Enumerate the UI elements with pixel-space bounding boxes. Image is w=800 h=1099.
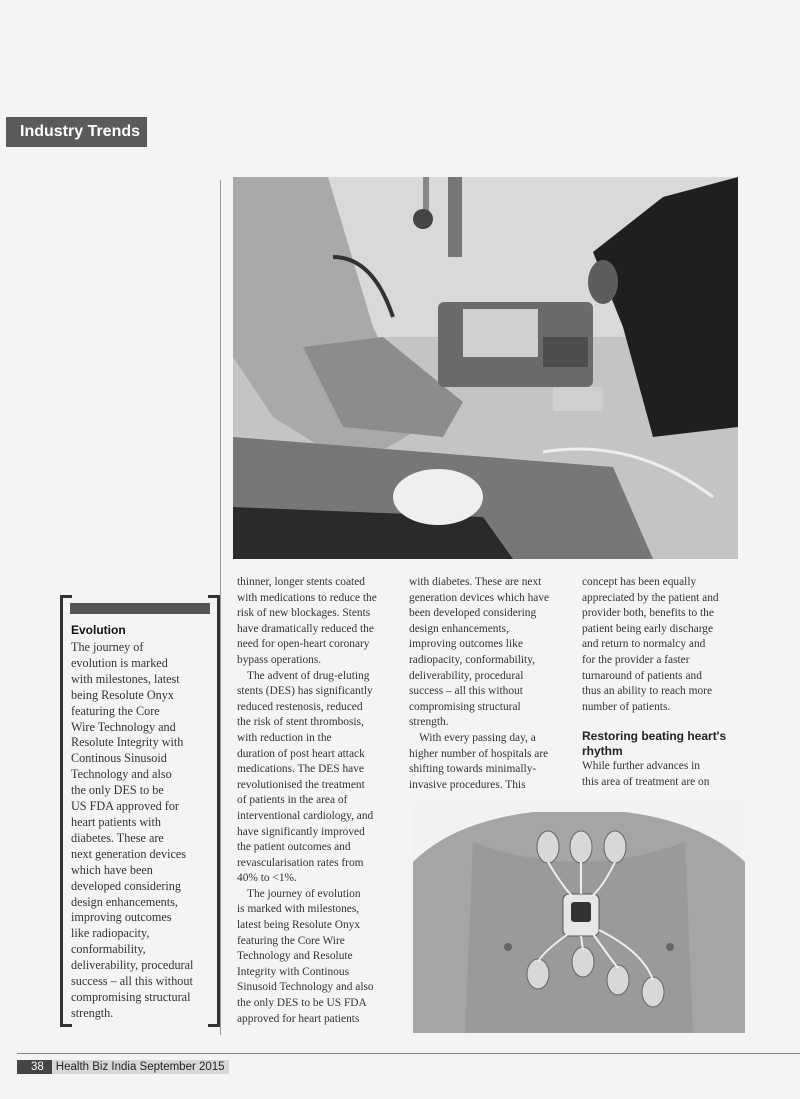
subheading bbox=[582, 729, 742, 759]
text-line: Sinusoid Technology and also bbox=[237, 981, 374, 994]
text-line: patient being early discharge bbox=[582, 622, 714, 635]
text-line: the only DES to be US FDA bbox=[237, 997, 367, 1010]
text-line: been developed considering bbox=[409, 607, 537, 620]
sidebar-line: developed considering bbox=[71, 878, 181, 893]
text-line: invasive procedures. This bbox=[409, 778, 526, 791]
text-line: have dramatically reduced the bbox=[237, 622, 374, 635]
chest-electrodes-photo bbox=[413, 802, 745, 1033]
text-line: latest being Resolute Onyx bbox=[237, 919, 361, 932]
text-line: with medications to reduce the bbox=[237, 591, 377, 604]
section-tag bbox=[6, 117, 147, 147]
text-line: The journey of evolution bbox=[247, 887, 361, 900]
text-line: and return to normalcy and bbox=[582, 638, 706, 651]
text-line: stents (DES) has significantly bbox=[237, 685, 373, 698]
paragraph bbox=[409, 575, 571, 731]
text-line: Technology and Resolute bbox=[237, 950, 353, 963]
section-tag-label: Industry Trends bbox=[20, 123, 141, 140]
text-line: success – all this without bbox=[409, 685, 523, 698]
text-line: revascularisation rates from bbox=[237, 856, 364, 869]
paragraph bbox=[237, 669, 397, 887]
sidebar-line: success – all this without bbox=[71, 974, 193, 989]
sidebar-line: deliverability, procedural bbox=[71, 958, 194, 973]
text-line: need for open-heart coronary bbox=[237, 638, 370, 651]
sidebar-line: next generation devices bbox=[71, 846, 187, 861]
text-line: medications. The DES have bbox=[237, 763, 364, 776]
text-line: risk of new blockages. Stents bbox=[237, 607, 371, 620]
text-line: featuring the Core Wire bbox=[237, 934, 345, 947]
text-line: the risk of stent thrombosis, bbox=[237, 716, 364, 729]
text-line: revolutionised the treatment bbox=[237, 778, 365, 791]
sidebar-line: heart patients with bbox=[71, 814, 162, 829]
publication-line: Health Biz India September 2015 bbox=[52, 1060, 229, 1074]
text-line: the patient outcomes and bbox=[237, 841, 351, 854]
text-line: The advent of drug-eluting bbox=[247, 669, 370, 682]
sidebar-line: design enhancements, bbox=[71, 894, 178, 909]
text-line: generation devices which have bbox=[409, 591, 550, 604]
text-line: for the provider a faster bbox=[582, 653, 690, 666]
text-line: number of patients. bbox=[582, 700, 671, 713]
sidebar-header-bar bbox=[70, 603, 210, 614]
paragraph bbox=[582, 575, 742, 715]
text-line: provider both, benefits to the bbox=[582, 607, 714, 620]
evolution-sidebar bbox=[60, 595, 220, 1027]
sidebar-line: being Resolute Onyx bbox=[71, 687, 174, 702]
text-line: turnaround of patients and bbox=[582, 669, 702, 682]
text-line: While further advances in bbox=[582, 760, 700, 773]
text-line: thus an ability to reach more bbox=[582, 685, 713, 698]
sidebar-title: Evolution bbox=[71, 623, 126, 637]
page-footer bbox=[17, 1060, 229, 1074]
text-line: With every passing day, a bbox=[419, 731, 536, 744]
article-column-1 bbox=[237, 575, 397, 1027]
sidebar-body bbox=[71, 640, 216, 1022]
text-line: with diabetes. These are next bbox=[409, 576, 542, 588]
article-column-3 bbox=[582, 575, 742, 791]
subheading-line: Restoring beating heart's bbox=[582, 729, 727, 744]
text-line: this area of treatment are on bbox=[582, 775, 710, 788]
text-line: bypass operations. bbox=[237, 653, 322, 666]
text-line: duration of post heart attack bbox=[237, 747, 365, 760]
sidebar-line: The journey of bbox=[71, 640, 144, 654]
sidebar-line: evolution is marked bbox=[71, 655, 168, 670]
sidebar-line: compromising structural bbox=[71, 989, 191, 1004]
text-line: concept has been equally bbox=[582, 576, 697, 588]
paragraph bbox=[237, 575, 397, 669]
article-column-2 bbox=[409, 575, 571, 793]
text-line: shifting towards minimally- bbox=[409, 763, 537, 776]
text-line: higher number of hospitals are bbox=[409, 747, 549, 760]
subheading-line: rhythm bbox=[582, 744, 623, 759]
text-line: reduced restenosis, reduced bbox=[237, 700, 363, 713]
sidebar-line: with milestones, latest bbox=[71, 671, 180, 686]
sidebar-line: conformability, bbox=[71, 942, 146, 957]
text-line: design enhancements, bbox=[409, 622, 509, 635]
text-line: improving outcomes like bbox=[409, 638, 523, 651]
paragraph bbox=[582, 759, 742, 790]
text-line: is marked with milestones, bbox=[237, 903, 360, 916]
text-line: with reduction in the bbox=[237, 731, 332, 744]
text-line: Integrity with Continous bbox=[237, 965, 350, 978]
text-line: appreciated by the patient and bbox=[582, 591, 719, 604]
paragraph bbox=[237, 887, 397, 1027]
sidebar-line: Technology and also bbox=[71, 767, 172, 782]
sidebar-line: the only DES to be bbox=[71, 783, 164, 798]
sidebar-line: Continous Sinusoid bbox=[71, 751, 167, 766]
sidebar-line: diabetes. These are bbox=[71, 830, 164, 845]
sidebar-line: like radiopacity, bbox=[71, 926, 150, 941]
sidebar-line: US FDA approved for bbox=[71, 799, 179, 814]
text-line: strength. bbox=[409, 716, 449, 729]
text-line: of patients in the area of bbox=[237, 794, 348, 807]
sidebar-line: Resolute Integrity with bbox=[71, 735, 184, 750]
cpr-photo bbox=[233, 177, 738, 559]
sidebar-line: featuring the Core bbox=[71, 703, 160, 718]
column-divider bbox=[220, 180, 221, 1035]
sidebar-line: improving outcomes bbox=[71, 910, 172, 925]
text-line: thinner, longer stents coated bbox=[237, 576, 365, 588]
text-line: radiopacity, conformability, bbox=[409, 653, 535, 666]
sidebar-line: strength. bbox=[71, 1005, 114, 1020]
text-line: interventional cardiology, and bbox=[237, 809, 374, 822]
sidebar-line: Wire Technology and bbox=[71, 719, 176, 734]
text-line: approved for heart patients bbox=[237, 1012, 360, 1025]
sidebar-line: which have been bbox=[71, 862, 153, 877]
text-line: have significantly improved bbox=[237, 825, 365, 838]
text-line: deliverability, procedural bbox=[409, 669, 524, 682]
text-line: 40% to <1%. bbox=[237, 872, 297, 885]
page-number: 38 bbox=[17, 1060, 52, 1074]
text-line: compromising structural bbox=[409, 700, 521, 713]
footer-rule bbox=[17, 1053, 800, 1054]
paragraph bbox=[409, 731, 571, 793]
